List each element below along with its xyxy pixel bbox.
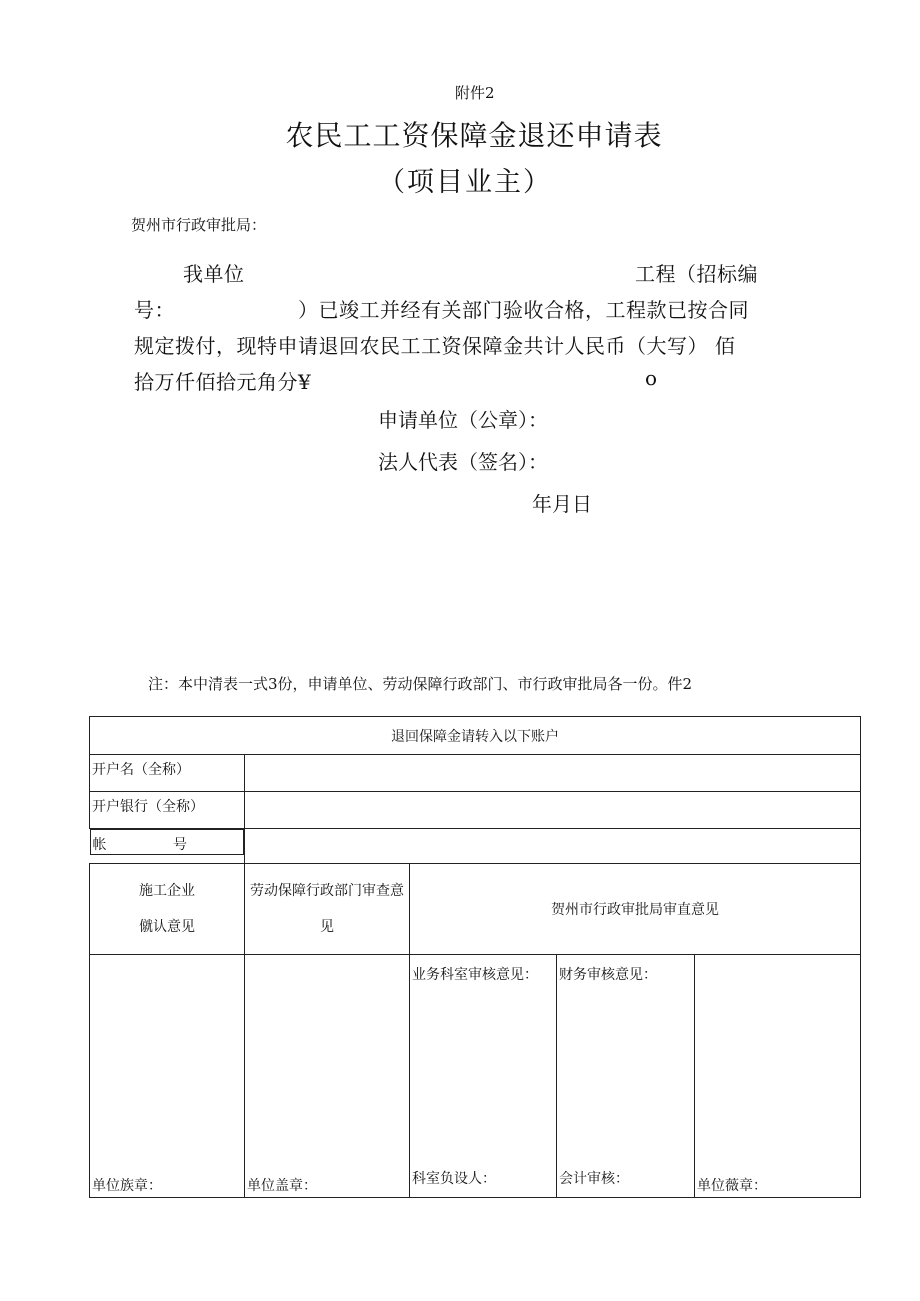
date-label: 年月日 <box>532 492 592 516</box>
approval-stamp-cell[interactable] <box>695 955 861 1198</box>
account-table <box>89 716 861 1198</box>
labor-stamp-label: 单位盖章： <box>247 1178 317 1194</box>
body-line2-start: 号： <box>134 298 175 322</box>
attachment-label: 附件2 <box>455 84 495 102</box>
business-opinion-label: 业务科室审核意见： <box>412 967 538 983</box>
form-note: 注：本中清表一式3份，申请单位、劳动保障行政部门、市行政审批局各一份。件2 <box>148 675 693 693</box>
approval-opinion-header: 贺州市行政审批局审直意见 <box>410 864 861 955</box>
body-line3: 规定拨付，现特申请退回农民工工资保障金共计人民币（大写） 佰 <box>134 334 736 358</box>
form-subtitle: （项目业主） <box>378 167 552 198</box>
bank-name-field[interactable] <box>245 792 861 829</box>
account-number-label-b: 号 <box>173 837 187 853</box>
account-number-label <box>90 829 245 855</box>
construction-opinion-cell[interactable] <box>90 955 245 1198</box>
approval-stamp-label: 单位薇章： <box>697 1178 767 1194</box>
account-number-field[interactable] <box>245 829 861 864</box>
body-line2-end: ）已竣工并经有关部门验收合格，工程款已按合同 <box>298 298 749 322</box>
business-stamp-label: 科室负设人： <box>412 1171 496 1187</box>
body-line4-start: 拾万仟佰拾元角分¥ <box>134 370 312 394</box>
applicant-seal-label: 申请单位（公章）： <box>378 408 548 432</box>
labor-opinion-header: 劳动保障行政部门审查意见 <box>245 864 410 955</box>
construction-opinion-header <box>90 864 245 955</box>
body-line1-start: 我单位 <box>183 262 245 286</box>
bank-name-label: 开户银行（全称） <box>90 792 245 829</box>
construction-opinion-line1: 施工企业 <box>139 883 195 899</box>
form-title: 农民工工资保障金退还申请表 <box>285 119 663 152</box>
account-name-label: 开户名（全称） <box>90 755 245 792</box>
business-opinion-cell[interactable] <box>410 955 557 1198</box>
finance-stamp-label: 会计审核： <box>559 1171 629 1187</box>
finance-opinion-label: 财务审核意见： <box>559 967 657 983</box>
legal-rep-label: 法人代表（签名）： <box>378 450 548 474</box>
construction-stamp-label: 单位族章： <box>92 1178 162 1194</box>
account-name-field[interactable] <box>245 755 861 792</box>
account-number-label-a: 帐 <box>92 837 107 853</box>
account-table-title: 退回保障金请转入以下账户 <box>90 717 861 755</box>
body-line4-end: o <box>645 366 658 390</box>
construction-opinion-line2: 僦认意见 <box>139 919 195 935</box>
labor-opinion-cell[interactable] <box>245 955 410 1198</box>
finance-opinion-cell[interactable] <box>557 955 695 1198</box>
addressee: 贺州市行政审批局： <box>131 216 267 234</box>
body-line1-end: 工程（招标编 <box>635 262 758 286</box>
